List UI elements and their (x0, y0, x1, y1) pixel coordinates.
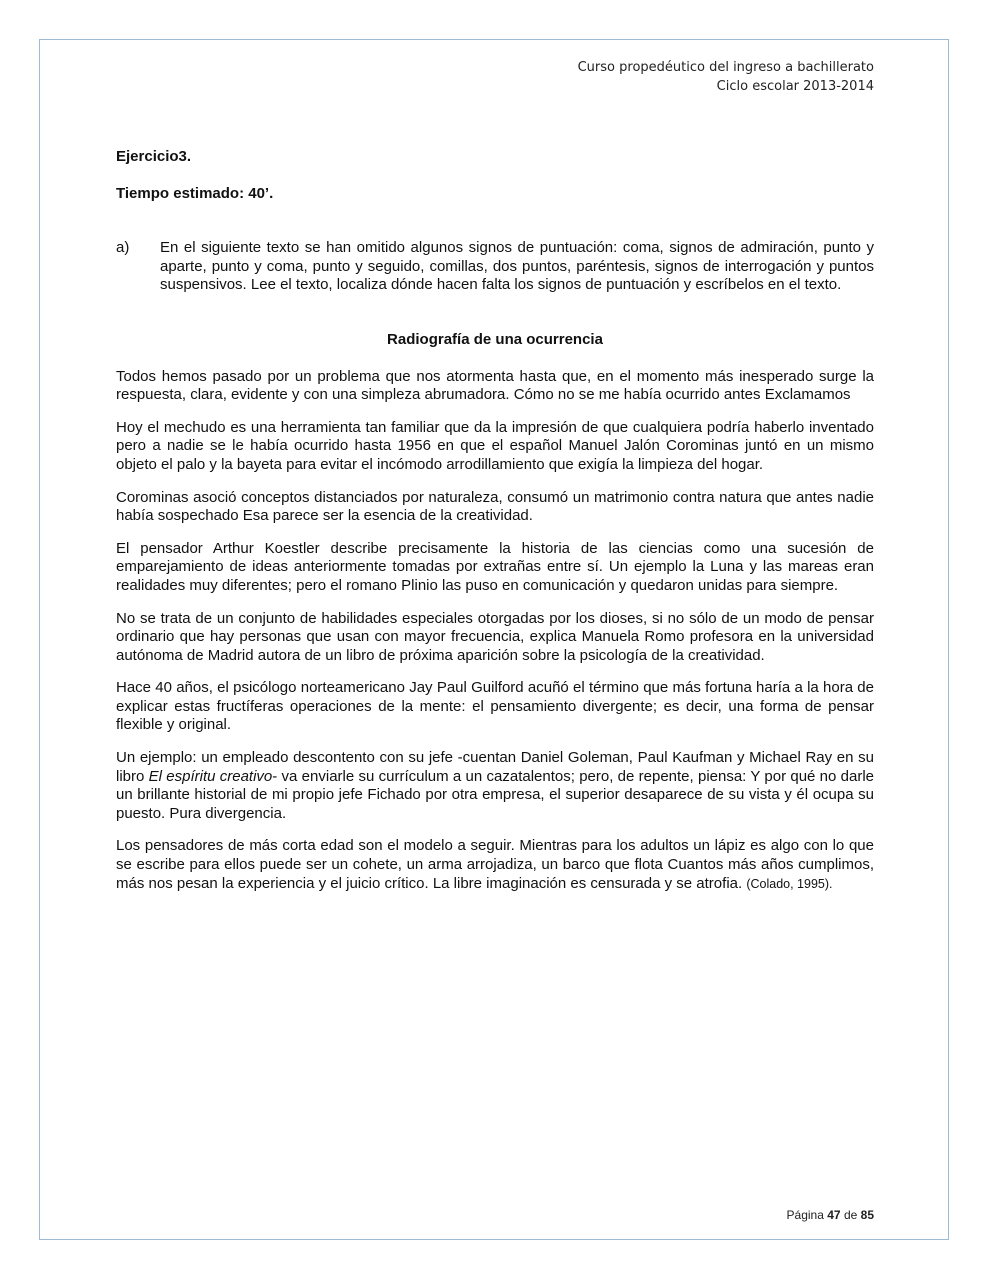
paragraph-2: Hoy el mechudo es una herramienta tan familiar que da la impresión de que cualquiera podría haberlo inventado pero a nadie se le había ocurrido hasta 1956 en que el español Manuel Jalón Corominas juntó en un mismo objeto el palo y la bayeta para evitar el incómodo arrodillamiento que exigía la limpieza del hogar. (116, 418, 874, 473)
instruction-item (116, 239, 874, 295)
paragraph-8-text: Los pensadores de más corta edad son el modelo a seguir. Mientras para los adultos un lápiz es algo con lo que se escribe para ellos puede ser un cohete, un arma arrojadiza, un barco que flota Cuantos más años cumplimos, más nos pesan la experiencia y el juicio crítico. La libre imaginación es censurada y se atrofia. (116, 837, 874, 892)
paragraph-7-start: Un ejemplo: un empleado descontento con su jefe -cuentan Daniel Goleman, Paul Kaufman y Michael Ray en su libro (116, 749, 874, 785)
paragraph-6: Hace 40 años, el psicólogo norteamericano Jay Paul Guilford acuñó el término que más fortuna haría a la hora de explicar estas fructíferas operaciones de la mente: el pensamiento divergente; es decir, una forma de pensar flexible y original. (116, 679, 874, 734)
page-word: Página (786, 1208, 824, 1222)
document-body (116, 148, 874, 907)
paragraph-4: El pensador Arthur Koestler describe precisamente la historia de las ciencias como una sucesión de emparejamiento de ideas anteriormente tomadas por extrañas entre sí. Un ejemplo la Luna y las mareas eran realidades muy diferentes; pero el romano Plinio las puso en comunicación y quedaron unidas para siempre. (116, 539, 874, 594)
instruction-text: En el siguiente texto se han omitido algunos signos de puntuación: coma, signos de admiración, punto y aparte, punto y coma, punto y seguido, comillas, dos puntos, paréntesis, signos de interrogación y puntos suspensivos. Lee el texto, localiza dónde hacen falta los signos de puntuación y escríbelos en el texto. (160, 239, 874, 294)
paragraph-1: Todos hemos pasado por un problema que nos atormenta hasta que, en el momento más inesperado surge la respuesta, clara, evidente y con una simpleza abrumadora. Cómo no se me había ocurrido antes Exclamamos (116, 367, 874, 404)
course-title: Curso propedéutico del ingreso a bachillerato (577, 60, 874, 75)
estimated-time: Tiempo estimado: 40’. (116, 184, 274, 202)
exercise-title: Ejercicio3. (116, 148, 192, 165)
paragraph-5: No se trata de un conjunto de habilidades especiales otorgadas por los dioses, si no sólo de un modo de pensar ordinario que hay personas que usan con mayor frecuencia, explica Manuela Romo profesora en la universidad autónoma de Madrid autora de un libro de próxima aparición sobre la psicología de la creatividad. (116, 609, 874, 664)
school-cycle: Ciclo escolar 2013-2014 (716, 79, 874, 94)
book-title: El espíritu creativo (148, 767, 273, 785)
of-word: de (843, 1208, 858, 1222)
total-pages: 85 (860, 1208, 874, 1222)
instruction-label: a) (116, 239, 130, 257)
reading-title: Radiografía de una ocurrencia (387, 330, 603, 348)
page-footer (787, 1208, 874, 1222)
paragraph-3: Corominas asoció conceptos distanciados por naturaleza, consumó un matrimonio contra natura que antes nadie había sospechado Esa parece ser la esencia de la creatividad. (116, 488, 874, 525)
paragraph-8 (116, 837, 874, 893)
citation: (Colado, 1995). (746, 876, 833, 891)
paragraph-7-end: - va enviarle su currículum a un cazatalentos; pero, de repente, piensa: Y por qué no darle un brillante historial de mi propio jefe Fichado por otra empresa, el superior desaparece de su vista y él ocupa su puesto. Pura divergencia. (116, 767, 874, 822)
page-header (578, 58, 874, 96)
current-page: 47 (827, 1208, 841, 1222)
paragraph-7 (116, 749, 874, 823)
